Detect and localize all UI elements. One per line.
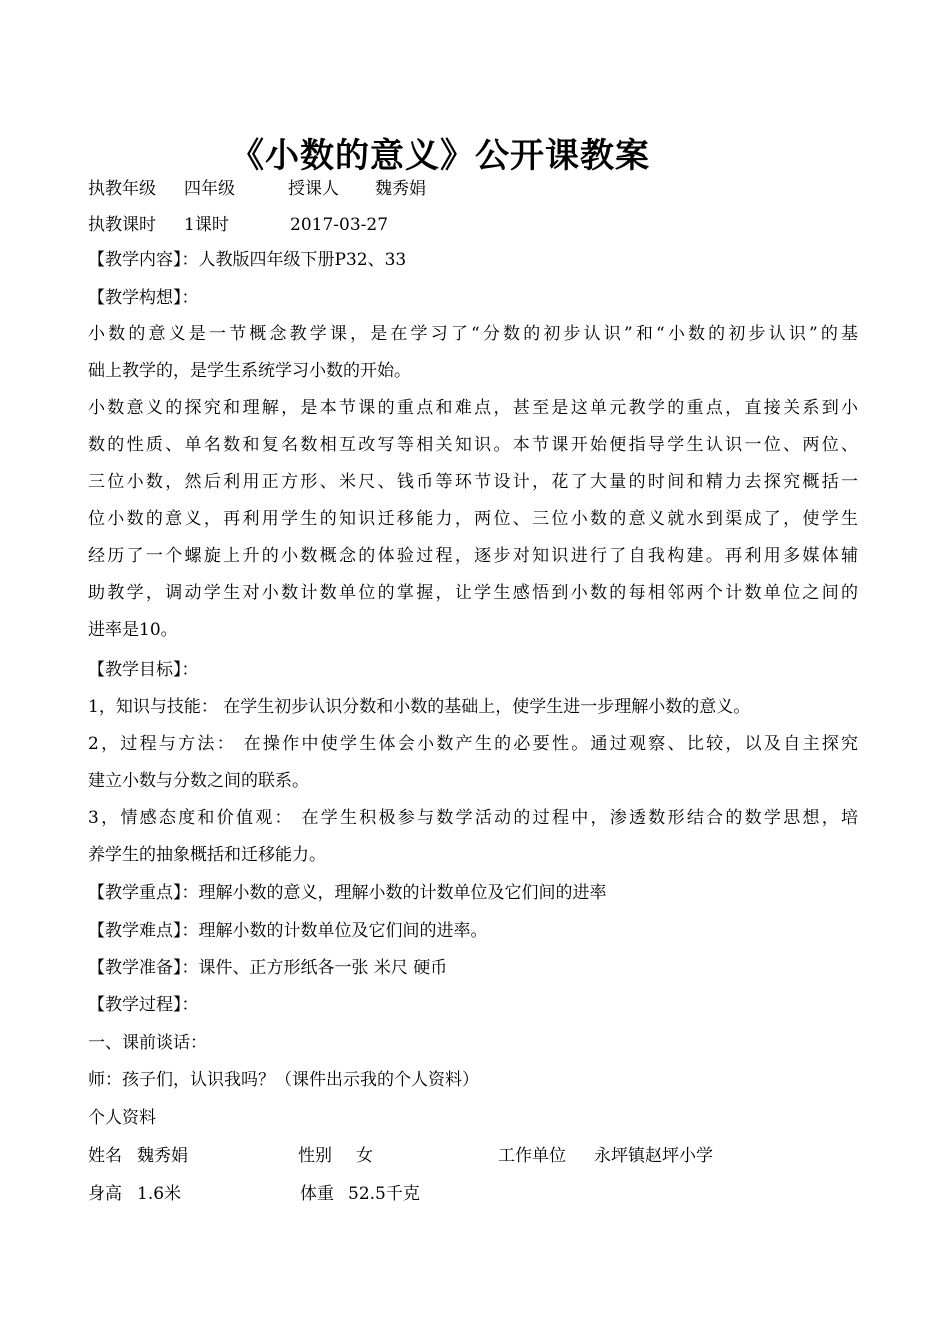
teacher-label: 授课人 xyxy=(288,179,339,199)
concept-p2-line: 三位小数，然后利用正方形、米尺、钱币等环节设计，花了大量的时间和精力去探究概括一 xyxy=(88,472,858,492)
concept-p2-line: 位小数的意义，再利用学生的知识迁移能力，两位、三位小数的意义就水到渠成了，使学生 xyxy=(88,509,858,529)
concept-p2-line: 数的性质、单名数和复名数相互改写等相关知识。本节课开始便指导学生认识一位、两位、 xyxy=(88,435,858,455)
teaching-content: 【教学内容】：人教版四年级下册P32、33 xyxy=(88,250,407,270)
period-value: 1课时 xyxy=(184,215,229,235)
concept-p2-line: 助教学，调动学生对小数计数单位的掌握，让学生感悟到小数的每相邻两个计数单位之间的 xyxy=(88,583,858,603)
profile-heading: 个人资料 xyxy=(88,1108,156,1128)
step-1-heading: 一、课前谈话： xyxy=(88,1033,207,1053)
process-heading: 【教学过程】： xyxy=(88,995,199,1015)
concept-p2-line: 进率是10。 xyxy=(88,620,178,640)
document-title: 《小数的意义》公开课教案 xyxy=(230,136,650,176)
profile-work-label: 工作单位 xyxy=(498,1146,566,1166)
concept-p2-line: 小数意义的探究和理解，是本节课的重点和难点，甚至是这单元教学的重点，直接关系到小 xyxy=(88,398,858,418)
grade-value: 四年级 xyxy=(184,179,235,199)
goal-2-line: 建立小数与分数之间的联系。 xyxy=(88,771,309,791)
key-point: 【教学重点】：理解小数的意义，理解小数的计数单位及它们间的进率 xyxy=(88,883,607,903)
goals-heading: 【教学目标】： xyxy=(88,660,199,680)
preparation: 【教学准备】：课件、正方形纸各一张 米尺 硬币 xyxy=(88,958,448,978)
concept-p1-line: 础上教学的，是学生系统学习小数的开始。 xyxy=(88,361,411,381)
date-value: 2017-03-27 xyxy=(290,215,389,235)
goal-3 xyxy=(88,800,858,874)
profile-weight-label: 体重 xyxy=(300,1184,334,1204)
concept-paragraph-2 xyxy=(88,390,858,649)
period-label: 执教课时 xyxy=(88,215,156,235)
profile-height-label: 身高 xyxy=(88,1184,122,1204)
profile-gender-value: 女 xyxy=(356,1146,373,1166)
goal-2 xyxy=(88,726,858,800)
profile-gender-label: 性别 xyxy=(298,1146,332,1166)
profile-weight-value: 52.5千克 xyxy=(348,1184,420,1204)
goal-2-line: 2，过程与方法： 在操作中使学生体会小数产生的必要性。通过观察、比较，以及自主探究 xyxy=(88,734,858,754)
profile-height-value: 1.6米 xyxy=(137,1184,182,1204)
concept-heading: 【教学构想】： xyxy=(88,288,199,308)
difficulty: 【教学难点】：理解小数的计数单位及它们间的进率。 xyxy=(88,921,488,941)
profile-name-label: 姓名 xyxy=(88,1146,122,1166)
concept-p2-line: 经历了一个螺旋上升的小数概念的体验过程，逐步对知识进行了自我构建。再利用多媒体辅 xyxy=(88,546,858,566)
goal-1: 1，知识与技能： 在学生初步认识分数和小数的基础上，使学生进一步理解小数的意义。 xyxy=(88,697,751,717)
concept-paragraph-1 xyxy=(88,316,858,390)
goal-3-line: 养学生的抽象概括和迁移能力。 xyxy=(88,845,326,865)
concept-p1-line: 小数的意义是一节概念教学课，是在学习了“分数的初步认识”和“小数的初步认识”的基 xyxy=(88,324,858,344)
goal-3-line: 3，情感态度和价值观： 在学生积极参与数学活动的过程中，渗透数形结合的数学思想，培 xyxy=(88,808,858,828)
teacher-value: 魏秀娟 xyxy=(375,179,426,199)
profile-name-value: 魏秀娟 xyxy=(137,1146,188,1166)
grade-label: 执教年级 xyxy=(88,179,156,199)
teacher-line: 师：孩子们，认识我吗？（课件出示我的个人资料） xyxy=(88,1070,479,1090)
profile-work-value: 永坪镇赵坪小学 xyxy=(594,1146,713,1166)
